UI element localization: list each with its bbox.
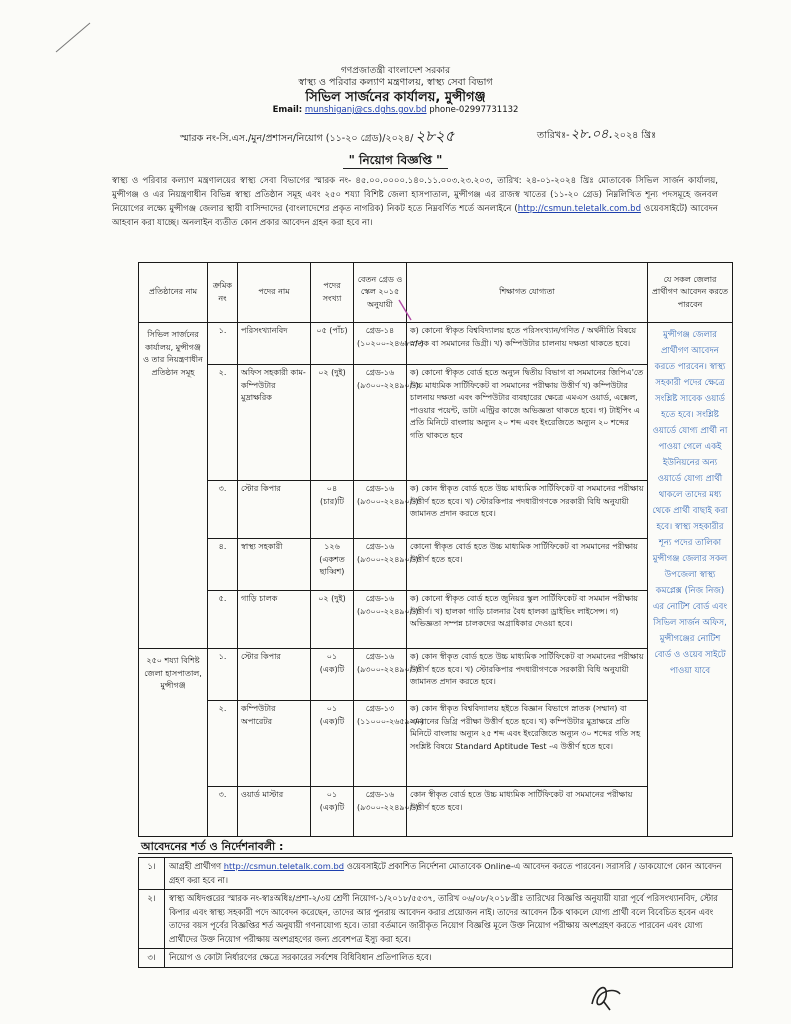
table-row [139,323,733,365]
condition-text [165,858,733,890]
condition-pre: আগ্রহী প্রার্থীগণ [169,861,224,871]
row-post: পরিসংখ্যানবিদ [238,323,311,365]
row-post: স্টোর কিপার [238,481,311,539]
header-serial: ক্রমিক নং [208,263,238,323]
row-serial: ২. [208,701,238,787]
ministry-name: স্বাস্থ্য ও পরিবার কল্যাণ মন্ত্রণালয়, স্বাস্থ্য সেবা বিভাগ [298,77,493,88]
intro-part2: ওয়েবসাইটে) আবেদন আহবান করা যাচ্ছে। অনলাইন ব্যতীত কোন প্রকার আবেদন গ্রহন করা হবে না। [112,204,719,228]
table-header-row [139,263,733,323]
row-count: ০৫ (পাঁচ) [311,323,354,365]
row-serial: ৫. [208,591,238,649]
row-count: ০২ (দুই) [311,365,354,481]
row-post: স্টোর কিপার [238,649,311,701]
institution-civil-surgeon: সিভিল সার্জনের কার্যালয়, মুন্সীগঞ্জ ও তার নিয়ন্ত্রণাধীন প্রতিষ্ঠান সমূহ [139,323,208,649]
row-qualification: কোনো স্বীকৃত বোর্ড হতে উচ্চ মাধ্যমিক সার্টিফিকেট বা সমমানের পরীক্ষায় উত্তীর্ণ হতে হবে। [407,539,648,591]
notice-title [0,152,791,172]
condition-number: ৩। [139,949,165,968]
notice-title-text: " নিয়োগ বিজ্ঞপ্তি " [343,153,449,169]
signature-icon [586,978,626,1012]
row-qualification: ক) কোন স্বীকৃত বোর্ড হতে উচ্চ মাধ্যমিক সার্টিফিকেট বা সমমানের পরীক্ষায় উত্তীর্ণ হতে হবে। খ) স্টোরকিপার পদধারীগণকে সরকারী বিধি অনুযায়ী জামানত প্রদান করতে হবে। [407,649,648,701]
header-eligible: যে সকল জেলার প্রার্থীগণ আবেদন করতে পারবেন [648,263,733,323]
row-serial: ৩. [208,481,238,539]
row-post: স্বাস্থ্য সহকারী [238,539,311,591]
condition-text: নিয়োগ ও কোটা নির্ধারণের ক্ষেত্রে সরকারের সর্বশেষ বিধিবিধান প্রতিপালিত হবে। [165,949,733,968]
government-name: গণপ্রজাতন্ত্রী বাংলাদেশ সরকার [340,66,451,76]
row-qualification: ক) কোন স্বীকৃত বোর্ড হতে উচ্চ মাধ্যমিক সার্টিফিকেট বা সমমানের পরীক্ষায় উত্তীর্ণ হতে হবে। খ) স্টোরকিপার পদধারীগণকে সরকারী বিধি অনুযায়ী জামানত প্রদান করতে হবে। [407,481,648,539]
date-label: তারিখঃ- [537,130,570,141]
condition-number: ১। [139,858,165,890]
table-row [139,481,733,539]
date-handwritten: ২৮.০৪. [570,127,613,142]
row-grade: গ্রেড-১৬ (৯৩০০-২২৪৯০/-) [354,481,407,539]
header-grade: বেতন গ্রেড ও স্কেল ২০১৫ অনুযায়ী [354,263,407,323]
header-institution: প্রতিষ্ঠানের নাম [139,263,208,323]
condition-item [139,858,733,890]
memo-number [180,125,454,150]
office-name: সিভিল সার্জনের কার্যালয়, মুন্সীগঞ্জ [305,90,486,105]
pen-stroke-icon [397,298,413,322]
row-post: কম্পিউটার অপারেটর [238,701,311,787]
memo-prefix: স্মারক নং-সি.এস./মুন/প্রশাসন/নিয়োগ (১১-২০ গ্রেড)/২০২৪/ [180,133,414,144]
row-serial: ১. [208,323,238,365]
row-grade: গ্রেড-১৪ (১০২০০-২৪৬৮০/-) [354,323,407,365]
row-grade: গ্রেড-১৬ (৯৩০০-২২৪৯০/-) [354,539,407,591]
row-count: ০৪ (চার)টি [311,481,354,539]
phone-number: phone-02997731132 [429,105,519,115]
row-qualification: ক) কোনো স্বীকৃত বোর্ড হতে জুনিয়র স্কুল সার্টিফিকেট বা সমমান পরীক্ষায় উত্তীর্ণ। খ) হালকা গাড়ি চালনার বৈধ হালকা ড্রাইভিং লাইসেন্স। গ) অভিজ্ঞতা সম্পন্ন চালকদের অগ্রাধিকার দেওয়া হবে। [407,591,648,649]
table-row [139,787,733,837]
row-serial: ২. [208,365,238,481]
date-suffix: ২০২৪ খ্রিঃ [613,130,657,141]
row-grade: গ্রেড-১৬ (৯৩০০-২২৪৯০/-) [354,591,407,649]
row-post: গাড়ি চালক [238,591,311,649]
condition-text: স্বাস্থ্য অধিদপ্তরের স্মারক নং-স্বাঃঅধিঃ/প্রশা-২/৩য় শ্রেণী নিয়োগ-১/২০১৮/৫৫৩৭, তারিখ ০৬/০৮/২০১৮খ্রীঃ তারিখের বিজ্ঞপ্তি অনুযায়ী যারা পূর্বে পরিসংখ্যানবিদ, স্টোর কিপার এবং স্বাস্থ্য সহকারী পদে আবেদন করেছেন, তাদের আর পুনরায় আবেদন করার প্রয়োজন নাই। তাদের আবেদন ঠিক থাকলে যোগ্য প্রার্থী বলে বিবেচিত হবেন এবং তাদের বয়স পূর্বের বিজ্ঞপ্তির শর্ত অনুযায়ী গণনাযোগ্য হবে। তারা বর্তমানে জারীকৃত নিয়োগ বিজ্ঞপ্তি মূলে উক্ত নিয়োগ পরীক্ষায় অংশগ্রহণ করতে পারবেন এবং যোগ্য প্রার্থীদের উক্ত নিয়োগ পরীক্ষায় অংশগ্রহণের জন্য প্রবেশপত্র ইস্যু করা হবে। [165,890,733,949]
row-serial: ৩. [208,787,238,837]
institution-district-hospital: ২৫০ শয্যা বিশিষ্ট জেলা হাসপাতাল, মুন্সীগঞ্জ [139,649,208,837]
memo-handwritten-number: ২৮২৫ [415,127,455,145]
row-grade: গ্রেড-১৩ (১১০০০-২৬৫৯০/-) [354,701,407,787]
header-post: পদের নাম [238,263,311,323]
row-count: ০১ (এক)টি [311,701,354,787]
conditions-table [138,857,733,968]
condition-website-link[interactable]: http://csmun.teletalk.com.bd [223,861,344,871]
vacancy-table [138,262,733,837]
eligible-districts-note: মুন্সীগঞ্জ জেলার প্রার্থীগণ আবেদন করতে পারবেন। স্বাস্থ্য সহকারী পদের ক্ষেত্রে সংশ্লিষ্ট সাবেক ওয়ার্ড হতে হবে। সংশ্লিষ্ট ওয়ার্ডে যোগ্য প্রার্থী না পাওয়া গেলে একই ইউনিয়নের অন্য ওয়ার্ডে যোগ্য প্রার্থী থাকলে তাদের মধ্য থেকে প্রার্থী বাছাই করা হবে। স্বাস্থ্য সহকারীর শূন্য পদের তালিকা মুন্সীগঞ্জ জেলার সকল উপজেলা স্বাস্থ্য কমপ্লেক্স (নিজ নিজ) এর নোটিশ বোর্ড এবং সিভিল সার্জন অফিস, মুন্সীগঞ্জের নোটিশ বোর্ড ও ওয়েব সাইটে পাওয়া যাবে [648,323,733,837]
condition-item [139,949,733,968]
intro-website-link[interactable]: http://csmun.teletalk.com.bd [517,204,641,214]
table-row [139,701,733,787]
table-row [139,591,733,649]
row-qualification: কোন স্বীকৃত বোর্ড হতে উচ্চ মাধ্যমিক সার্টিফিকেট বা সমমানের পরীক্ষায় উত্তীর্ণ হতে হবে। [407,787,648,837]
condition-number: ২। [139,890,165,949]
intro-paragraph [112,174,718,230]
row-count: ০১ (এক)টি [311,649,354,701]
row-count: ০২ (দুই) [311,591,354,649]
contact-line [0,106,791,116]
memo-date [537,125,656,146]
table-row [139,649,733,701]
email-label: Email: [272,105,303,115]
row-post: ওয়ার্ড মাস্টার [238,787,311,837]
row-post: অফিস সহকারী কাম-কম্পিউটার মুদ্রাক্ষরিক [238,365,311,481]
header-qualification: শিক্ষাগত যোগ্যতা [407,263,648,323]
email-link[interactable]: munshiganj@cs.dghs.gov.bd [304,105,427,115]
row-grade: গ্রেড-১৬ (৯৩০০-২২৪৯০/-) [354,365,407,481]
row-grade: গ্রেড-১৬ (৯৩০০-২২৪৯০/-) [354,787,407,837]
row-qualification: ক) কোনো স্বীকৃত বোর্ড হতে অন্যুন দ্বিতীয় বিভাগ বা সমমানের জিপিএ'তে উচ্চ মাধ্যমিক সার্টিফিকেট বা সমমানের পরীক্ষায় উত্তীর্ণ খ) কম্পিউটার চালনায় দক্ষতা এবং কম্পিউটার ব্যবহারের ক্ষেত্রে এমএস ওয়ার্ড, এক্সেল, পাওয়ার পয়েন্ট, ডাটা এন্ট্রির কাজে অভিজ্ঞতা থাকতে হবে। গ) টাইপিং এ প্রতি মিনিটে বাংলায় অন্যুন ২০ শব্দ এবং ইংরেজিতে অন্যুন ২০ শব্দের গতি থাকতে হবে [407,365,648,481]
conditions-divider [138,853,732,854]
row-serial: ৪. [208,539,238,591]
row-serial: ১. [208,649,238,701]
table-row [139,365,733,481]
row-qualification: ক) কোন স্বীকৃত বিশ্ববিদ্যালয় হইতে বিজ্ঞান বিভাগে স্নাতক (সম্মান) বা সমমানের ডিগ্রি পরীক্ষা উত্তীর্ণ হতে হবে। খ) কম্পিউটার মুদ্রাক্ষরে প্রতি মিনিটে বাংলায় অন্যুন ২৫ শব্দ এবং ইংরেজিতে অন্যুন ৩০ শব্দের গতি সহ সংশ্লিষ্ট বিষয়ে Standard Aptitude Test -এ উত্তীর্ণ হতে হবে। [407,701,648,787]
conditions-title: আবেদনের শর্ত ও নির্দেশনাবলী : [141,840,284,853]
row-count: ১২৬ (একশত ছাব্বিশ) [311,539,354,591]
row-grade: গ্রেড-১৬ (৯৩০০-২২৪৯০/-) [354,649,407,701]
header-count: পদের সংখ্যা [311,263,354,323]
row-count: ০১ (এক)টি [311,787,354,837]
condition-post: ওয়েবসাইটে প্রকাশিত নির্দেশনা মোতাবেক Online-এ আবেদন করতে পারবেন। সরাসরি / ডাকযোগে কোন আবেদন গ্রহণ করা হবে না। [169,861,722,885]
intro-part1: স্বাস্থ্য ও পরিবার কল্যাণ মন্ত্রণালয়ের স্বাস্থ্য সেবা বিভাগের স্মারক নং- ৪৫.০০.০০০০.১৪০.১১.০০৩.২৩.২০৩, তারিখ: ২৪-০১-২০২৪ খ্রিঃ মোতাবেক সিভিল সার্জন কার্যালয়, মুন্সীগঞ্জ ও এর নিয়ন্ত্রণাধীন বিভিন্ন স্বাস্থ্য প্রতিষ্ঠান সমূহ এবং ২৫০ শয্যা বিশিষ্ট জেলা হাসপাতাল, মুন্সীগঞ্জ এর রাজস্ব খাতের (১১-২০ গ্রেড) নিম্নলিখিত শূন্য পদসমূহে জনবল নিয়োগের লক্ষ্যে মুন্সীগঞ্জ জেলার স্থায়ী বাসিন্দাদের (বাংলাদেশের প্রকৃত নাগরিক) নিকট হতে নিম্নবর্ণিত শর্তে অনলাইনে ( [112,176,718,214]
pencil-mark-icon [54,20,92,54]
table-row [139,539,733,591]
row-qualification: ক) কোনো স্বীকৃত বিশ্ববিদ্যালয় হতে পরিসংখ্যান/গণিত / অর্থনীতি বিষয়ে স্নাতক বা সমমানের ডিগ্রী। খ) কম্পিউটার চালনায় দক্ষতা থাকতে হবে। [407,323,648,365]
condition-item [139,890,733,949]
